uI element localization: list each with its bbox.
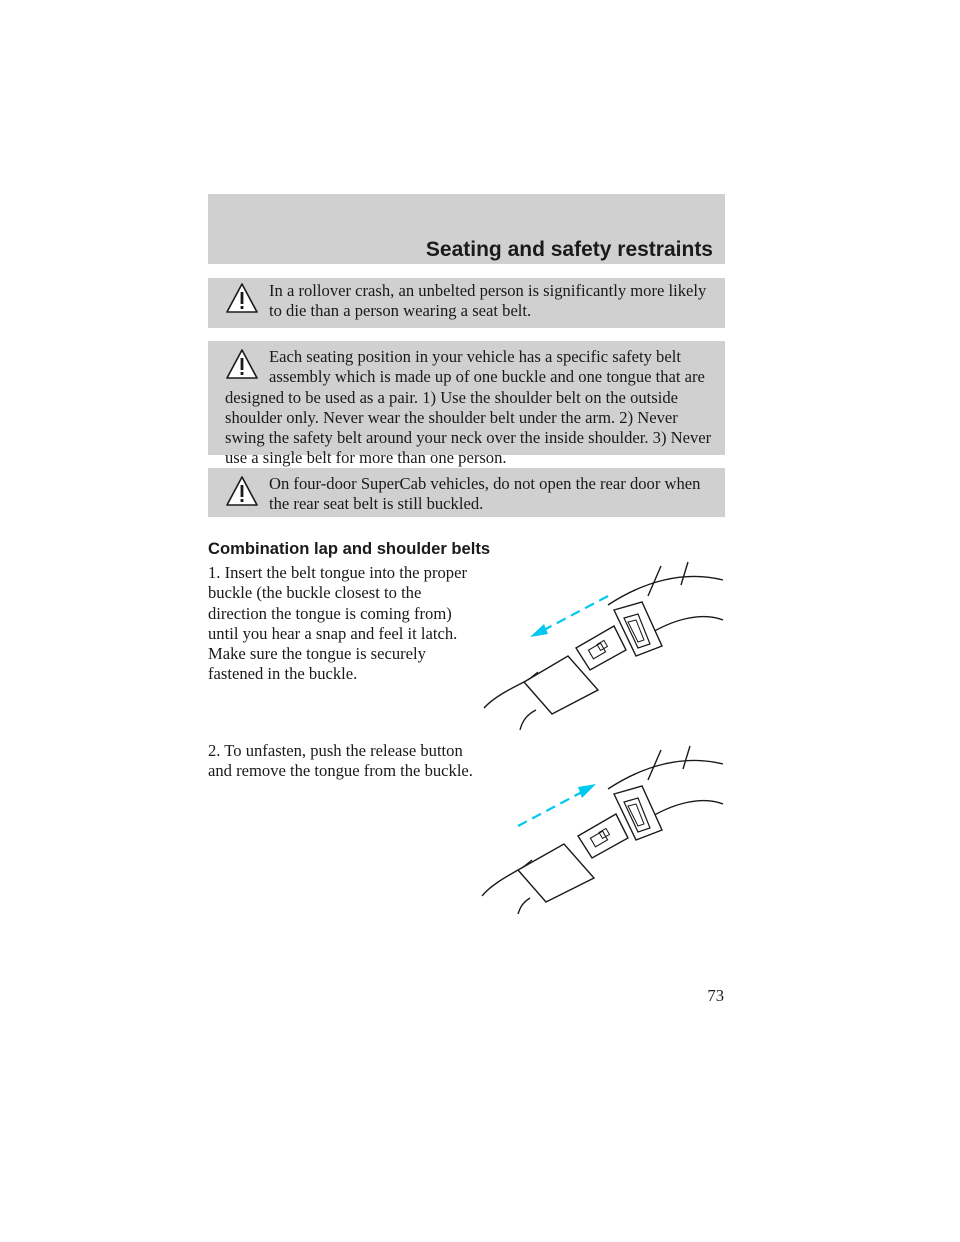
warning-box-belt-assembly [208,341,725,468]
page-header [208,194,725,264]
seatbelt-unfasten-image [478,744,728,914]
step-fasten: 1. Insert the belt tongue into the proper buckle (the buckle closest to the direction the tongue is coming from) until you hear a snap and feel it latch. Make sure the tongue is securely fastened in the buckle. [208,563,467,684]
warning-text: Each seating position in your vehicle has a specific safety belt assembly which is made up of one buckle and one tongue that are designed to be used as a pair. 1) Use the shoulder belt on the outside shoulder only. Never wear the shoulder belt under the arm. 2) Never swing the safety belt around your neck over the inside shoulder. 3) Never use a single belt for more than one person. [225,347,712,468]
warning-box-rollover [208,278,725,328]
seatbelt-fasten-illustration [478,560,728,730]
warning-text: On four-door SuperCab vehicles, do not open the rear door when the rear seat belt is still buckled. [269,474,701,514]
seatbelt-unfasten-illustration [478,744,728,914]
warning-text: In a rollover crash, an unbelted person is significantly more likely to die than a person wearing a seat belt. [269,281,707,321]
warning-triangle-icon [225,281,259,315]
warning-box-supercab-door [208,468,725,517]
warning-triangle-icon [225,474,259,508]
step-unfasten: 2. To unfasten, push the release button and remove the tongue from the buckle. [208,741,473,781]
section-heading: Combination lap and shoulder belts [208,539,491,558]
page-number: 73 [707,986,724,1005]
page-title: Seating and safety restraints [425,238,713,261]
seatbelt-fasten-image [478,560,728,730]
warning-triangle-icon [225,347,259,381]
